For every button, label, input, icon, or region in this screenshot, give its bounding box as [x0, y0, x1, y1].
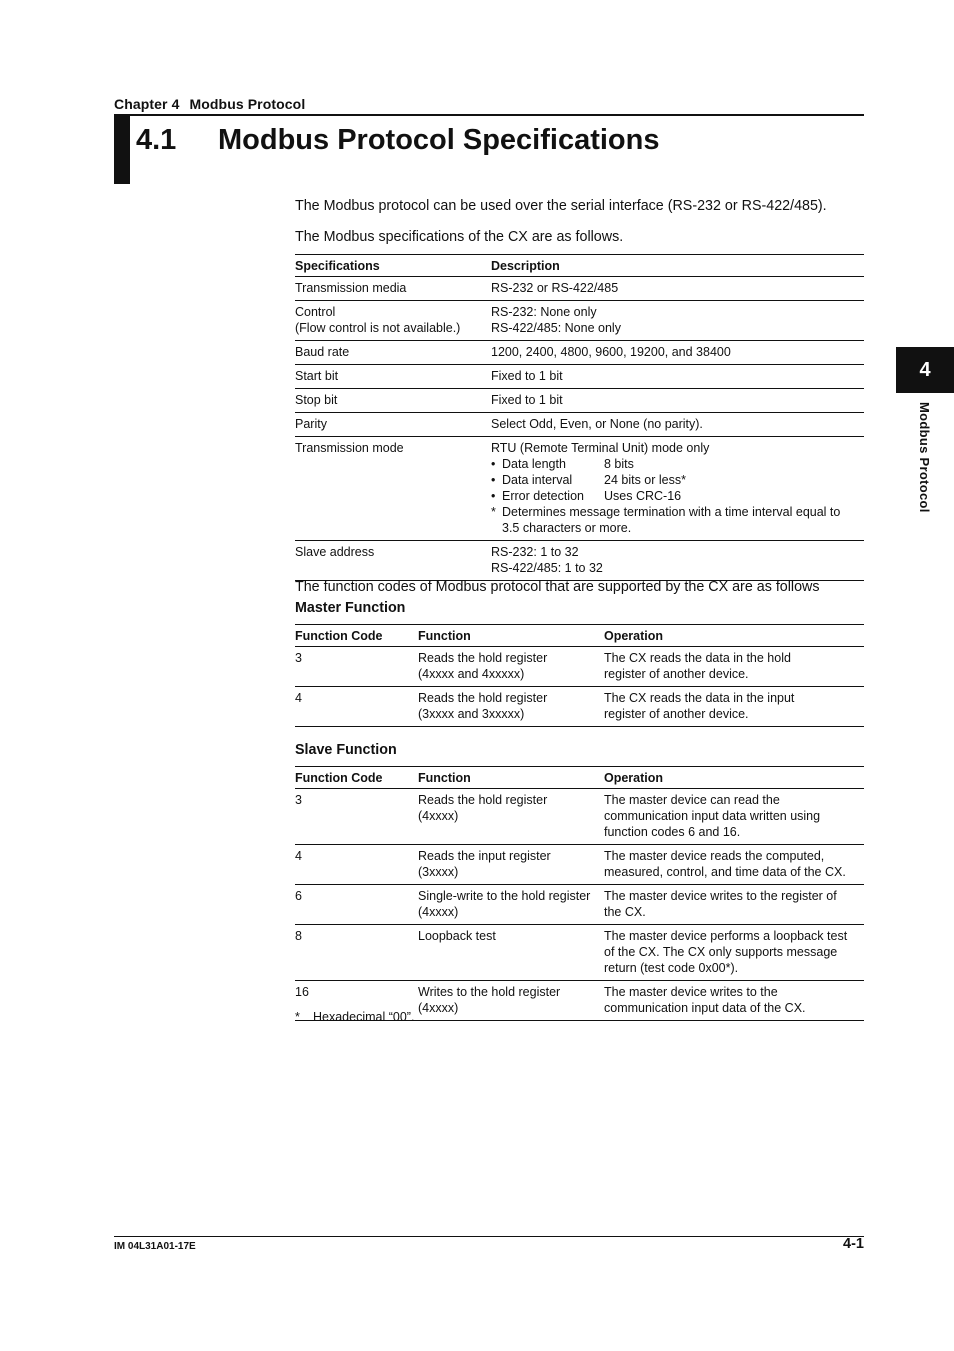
function-cell-line: (3xxxx)	[418, 865, 459, 879]
table-row-slave-address	[295, 541, 864, 581]
operation-cell-line: measured, control, and time data of the CX.	[604, 865, 846, 879]
function-cell	[418, 789, 604, 845]
function-cell-line: (4xxxx)	[418, 809, 459, 823]
spec-cell	[295, 277, 491, 301]
desc-cell-line: Select Odd, Even, or None (no parity).	[491, 417, 703, 431]
master-function-table	[295, 624, 864, 727]
footnote-mark: *	[295, 1010, 300, 1024]
function-cell-line: Single-write to the hold register	[418, 889, 591, 903]
spec-cell	[295, 389, 491, 413]
footnote-text: Hexadecimal “00”.	[313, 1010, 415, 1024]
operation-cell	[604, 925, 864, 981]
header-function: Function	[418, 625, 604, 647]
header-specifications: Specifications	[295, 255, 491, 277]
function-cell	[418, 687, 604, 727]
desc-cell	[491, 413, 864, 437]
function-cell-line: (3xxxx and 3xxxxx)	[418, 707, 525, 721]
transmission-note	[491, 504, 864, 520]
function-code-cell: 4	[295, 687, 418, 727]
item-label: Data interval	[502, 473, 573, 487]
desc-cell	[491, 541, 864, 581]
document-id: IM 04L31A01-17E	[114, 1241, 196, 1252]
function-cell	[418, 925, 604, 981]
table-row	[295, 647, 864, 687]
spec-cell	[295, 365, 491, 389]
desc-cell-line: 1200, 2400, 4800, 9600, 19200, and 38400	[491, 345, 731, 359]
table-row	[295, 925, 864, 981]
desc-cell	[491, 389, 864, 413]
page-number: 4-1	[843, 1236, 864, 1252]
operation-cell-line: register of another device.	[604, 707, 749, 721]
table-row	[295, 365, 864, 389]
master-table-container	[295, 624, 864, 727]
operation-cell-line: The master device performs a loopback test	[604, 929, 848, 943]
desc-cell	[491, 437, 864, 541]
function-cell-line: Reads the input register	[418, 849, 551, 863]
spec-cell	[295, 301, 491, 341]
footer-rule	[114, 1236, 864, 1237]
function-code-cell: 4	[295, 845, 418, 885]
table-row	[295, 885, 864, 925]
desc-cell-line: Fixed to 1 bit	[491, 369, 563, 383]
function-cell	[418, 845, 604, 885]
function-code-cell: 8	[295, 925, 418, 981]
chapter-number: Chapter 4	[114, 96, 180, 112]
operation-cell-line: communication input data of the CX.	[604, 1001, 806, 1015]
spec-cell-line: Parity	[295, 417, 327, 431]
operation-cell	[604, 789, 864, 845]
operation-cell	[604, 687, 864, 727]
section-title-text: Modbus Protocol Specifications	[218, 124, 660, 156]
function-cell	[418, 885, 604, 925]
table-row-transmission-mode	[295, 437, 864, 541]
table-row	[295, 389, 864, 413]
function-cell-line: (4xxxx)	[418, 905, 459, 919]
table-row	[295, 277, 864, 301]
item-label: Error detection	[502, 489, 584, 503]
bullet: •	[491, 489, 496, 503]
spec-cell-line: Control	[295, 305, 336, 319]
master-function-heading: Master Function	[295, 600, 406, 616]
operation-cell-line: The CX reads the data in the input	[604, 691, 795, 705]
operation-cell-line: register of another device.	[604, 667, 749, 681]
table-row	[295, 301, 864, 341]
desc-cell	[491, 341, 864, 365]
operation-cell-line: communication input data written using	[604, 809, 821, 823]
chapter-tab-label: Modbus Protocol	[917, 402, 932, 513]
chapter-header	[114, 96, 305, 112]
slave-function-table	[295, 766, 864, 1021]
slave-table-container	[295, 766, 864, 1021]
operation-cell-line: of the CX. The CX only supports message	[604, 945, 838, 959]
section-title	[136, 124, 660, 157]
function-cell-line: Reads the hold register	[418, 691, 548, 705]
master-table-header	[295, 625, 864, 647]
spec-cell-line: Stop bit	[295, 393, 338, 407]
intro-paragraph-1: The Modbus protocol can be used over the serial interface (RS-232 or RS-422/485).	[295, 198, 827, 214]
header-description: Description	[491, 255, 864, 277]
slave-function-heading: Slave Function	[295, 742, 397, 758]
header-function-code: Function Code	[295, 625, 418, 647]
spec-cell	[295, 413, 491, 437]
header-function: Function	[418, 767, 604, 789]
table-row	[295, 413, 864, 437]
operation-cell-line: return (test code 0x00*).	[604, 961, 739, 975]
spec-table-container	[295, 254, 864, 581]
header-operation: Operation	[604, 767, 864, 789]
table-row	[295, 845, 864, 885]
transmission-item	[491, 472, 864, 488]
function-cell-line: Reads the hold register	[418, 651, 548, 665]
footnote	[295, 1010, 414, 1024]
operation-cell	[604, 845, 864, 885]
operation-cell-line: The CX reads the data in the hold	[604, 651, 791, 665]
table-row	[295, 789, 864, 845]
section-number: 4.1	[136, 124, 177, 156]
function-code-cell: 6	[295, 885, 418, 925]
title-bar-decoration	[114, 116, 130, 184]
spec-cell: Slave address	[295, 541, 491, 581]
function-cell	[418, 981, 604, 1021]
table-row	[295, 341, 864, 365]
desc-cell-line: RS-232: None only	[491, 305, 597, 319]
slave-address-line: RS-232: 1 to 32	[491, 545, 579, 559]
transmission-note-cont	[491, 520, 864, 536]
desc-cell	[491, 277, 864, 301]
operation-cell-line: The master device reads the computed,	[604, 849, 825, 863]
function-cell	[418, 647, 604, 687]
header-rule	[114, 114, 864, 116]
desc-cell-line: RS-232 or RS-422/485	[491, 281, 619, 295]
operation-cell	[604, 885, 864, 925]
operation-cell-line: The master device writes to the	[604, 985, 778, 999]
operation-cell-line: The master device writes to the register of	[604, 889, 837, 903]
function-cell-line: (4xxxx and 4xxxxx)	[418, 667, 525, 681]
operation-cell	[604, 981, 864, 1021]
item-value: 24 bits or less*	[604, 473, 686, 487]
note-mark: *	[491, 505, 496, 519]
intro-paragraph-2: The Modbus specifications of the CX are as follows.	[295, 229, 624, 245]
desc-cell	[491, 365, 864, 389]
header-function-code: Function Code	[295, 767, 418, 789]
function-intro: The function codes of Modbus protocol that are supported by the CX are as follows	[295, 579, 820, 595]
spec-cell	[295, 341, 491, 365]
spec-cell-line: Baud rate	[295, 345, 350, 359]
function-code-cell: 3	[295, 789, 418, 845]
function-cell-line: (4xxxx)	[418, 1001, 459, 1015]
item-value: 8 bits	[604, 457, 634, 471]
desc-cell-line: Fixed to 1 bit	[491, 393, 563, 407]
desc-cell	[491, 301, 864, 341]
spec-cell-line: Transmission media	[295, 281, 407, 295]
slave-address-line: RS-422/485: 1 to 32	[491, 561, 603, 575]
function-cell-line: Loopback test	[418, 929, 496, 943]
note-line-1: Determines message termination with a time interval equal to	[502, 505, 841, 519]
function-cell-line: Reads the hold register	[418, 793, 548, 807]
note-line-2: 3.5 characters or more.	[502, 521, 632, 535]
slave-table-header	[295, 767, 864, 789]
chapter-name: Modbus Protocol	[189, 96, 306, 112]
transmission-mode-intro: RTU (Remote Terminal Unit) mode only	[491, 441, 710, 455]
operation-cell-line: the CX.	[604, 905, 646, 919]
spec-table	[295, 254, 864, 581]
spec-cell: Transmission mode	[295, 437, 491, 541]
function-cell-line: Writes to the hold register	[418, 985, 561, 999]
spec-table-header	[295, 255, 864, 277]
chapter-tab: 4	[896, 347, 954, 393]
spec-cell-line: (Flow control is not available.)	[295, 321, 461, 335]
operation-cell	[604, 647, 864, 687]
bullet: •	[491, 473, 496, 487]
bullet: •	[491, 457, 496, 471]
function-code-cell: 3	[295, 647, 418, 687]
desc-cell-line: RS-422/485: None only	[491, 321, 621, 335]
item-value: Uses CRC-16	[604, 489, 682, 503]
transmission-item	[491, 456, 864, 472]
spec-cell-line: Start bit	[295, 369, 339, 383]
operation-cell-line: The master device can read the	[604, 793, 780, 807]
table-row	[295, 687, 864, 727]
header-operation: Operation	[604, 625, 864, 647]
operation-cell-line: function codes 6 and 16.	[604, 825, 741, 839]
transmission-item	[491, 488, 864, 504]
item-label: Data length	[502, 457, 566, 471]
function-code-cell: 16	[295, 981, 418, 1021]
